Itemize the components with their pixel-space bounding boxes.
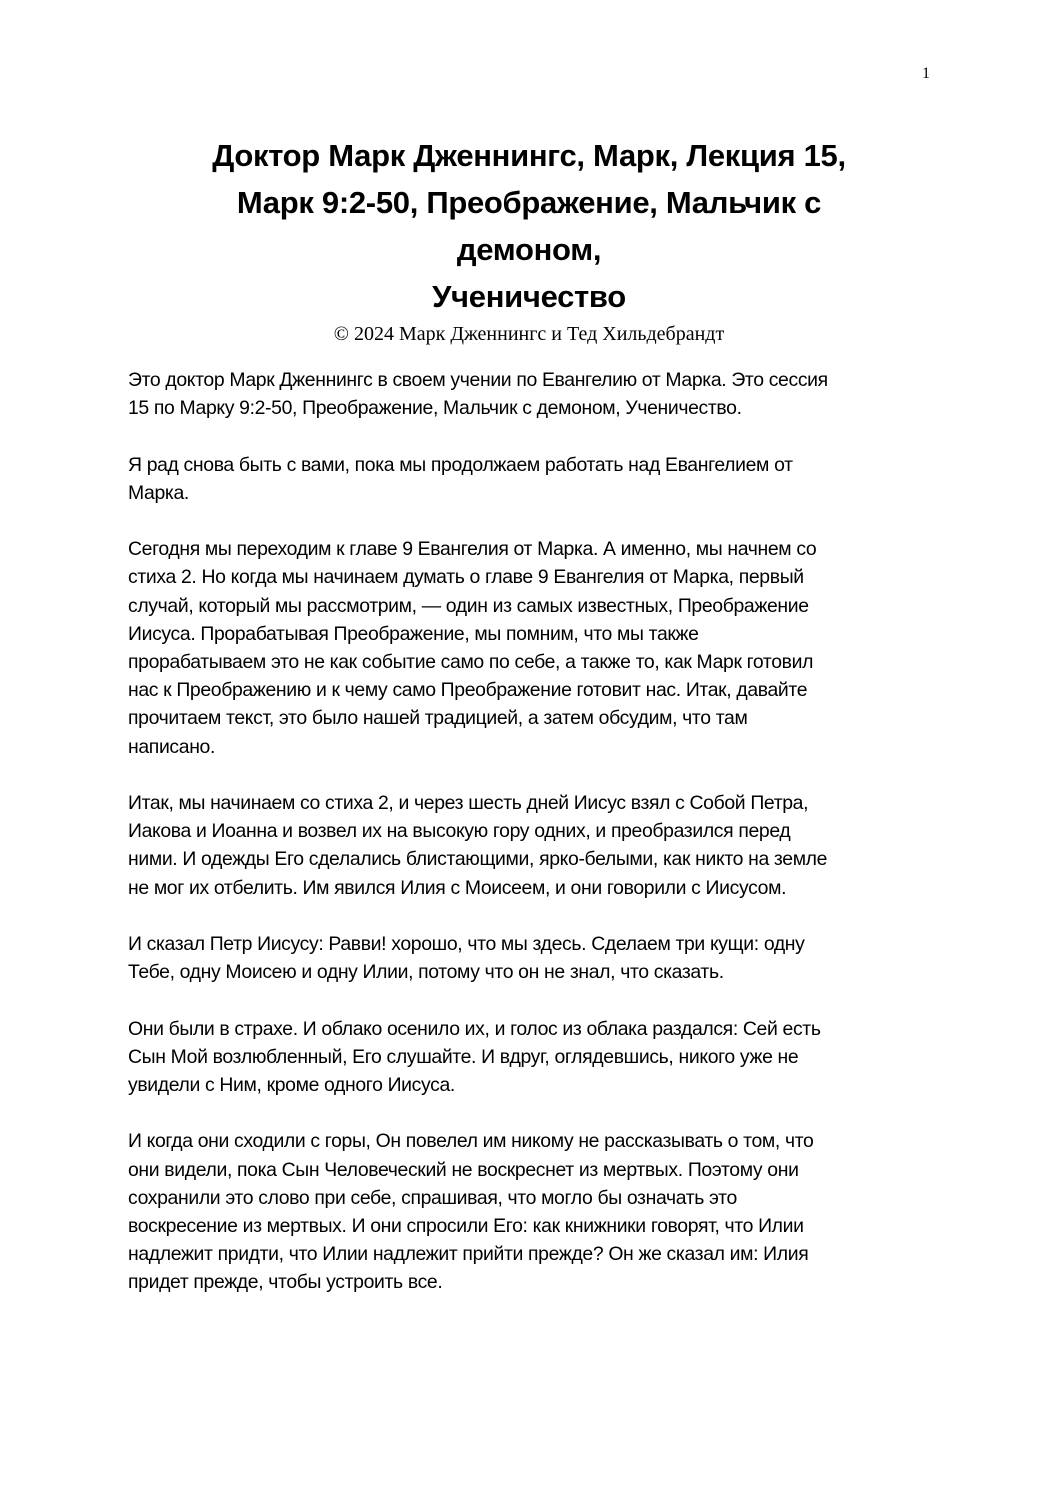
text-line: прочитаем текст, это было нашей традицией, а затем обсудим, что там <box>128 707 748 730</box>
text-line: воскресение из мертвых. И они спросили Его: как книжники говорят, что Илии <box>128 1215 804 1237</box>
paragraph-scripture-2 <box>128 930 948 986</box>
paragraph-scripture-4 <box>128 1127 948 1296</box>
text-line: надлежит придти, что Илии надлежит прийти прежде? Он же сказал им: Илия <box>128 1243 809 1266</box>
text-line: Сегодня мы переходим к главе 9 Евангелия от Марка. А именно, мы начнем со <box>128 538 817 561</box>
text-line: Сын Мой возлюбленный, Его слушайте. И вдруг, оглядевшись, никого уже не <box>128 1045 799 1068</box>
text-line: И когда они сходили с горы, Он повелел им никому не рассказывать о том, что <box>128 1130 814 1153</box>
title-line: демоном, <box>456 232 602 267</box>
paragraph-greeting <box>128 451 948 507</box>
text-line: увидели с Ним, кроме одного Иисуса. <box>128 1074 455 1096</box>
text-line: И сказал Петр Иисусу: Равви! хорошо, что мы здесь. Сделаем три кущи: одну <box>128 933 805 955</box>
page-number: 1 <box>922 65 930 82</box>
text-line: не мог их отбелить. Им явился Илия с Моисеем, и они говорили с Иисусом. <box>128 876 787 899</box>
body-text <box>128 366 948 1325</box>
text-line: Я рад снова быть с вами, пока мы продолжаем работать над Евангелием от <box>128 453 793 476</box>
text-line: нас к Преображению и к чему само Преображение готовит нас. Итак, давайте <box>128 679 808 702</box>
text-line: случай, который мы рассмотрим, — один из самых известных, Преображение <box>128 594 809 617</box>
text-line: Иисуса. Прорабатывая Преображение, мы помним, что мы также <box>128 622 699 645</box>
text-line: прорабатываем это не как событие само по себе, а также то, как Марк готовил <box>128 651 814 673</box>
text-line: Это доктор Марк Дженнингс в своем учении по Евангелию от Марка. Это сессия <box>128 369 828 391</box>
text-line: Они были в страхе. И облако осенило их, и голос из облака раздался: Сей есть <box>128 1017 821 1040</box>
paragraph-scripture-3 <box>128 1015 948 1100</box>
title-line: Доктор Марк Дженнингс, Марк, Лекция 15, <box>212 138 846 173</box>
paragraph-intro <box>128 366 948 422</box>
paragraph-overview <box>128 535 948 761</box>
copyright-line: © 2024 Марк Дженнингс и Тед Хильдебрандт <box>333 323 725 345</box>
document-title <box>100 132 958 320</box>
title-block <box>100 132 958 347</box>
text-line: ними. И одежды Его сделались блистающими, ярко-белыми, как никто на земле <box>128 848 828 871</box>
text-line: стиха 2. Но когда мы начинаем думать о главе 9 Евангелия от Марка, первый <box>128 566 804 589</box>
text-line: Итак, мы начинаем со стиха 2, и через шесть дней Иисус взял с Собой Петра, <box>128 792 809 814</box>
text-line: Марка. <box>128 481 189 504</box>
text-line: Тебе, одну Моисею и одну Илии, потому что он не знал, что сказать. <box>128 961 724 984</box>
title-line: Ученичество <box>432 279 626 314</box>
text-line: сохранили это слово при себе, спрашивая, что могло бы означать это <box>128 1186 737 1209</box>
title-line: Марк 9:2-50, Преображение, Мальчик с <box>236 185 822 220</box>
text-line: Иакова и Иоанна и возвел их на высокую гору одних, и преобразился перед <box>128 820 791 843</box>
text-line: написано. <box>128 735 216 758</box>
paragraph-scripture-1 <box>128 789 948 902</box>
text-line: они видели, пока Сын Человеческий не воскреснет из мертвых. Поэтому они <box>128 1158 799 1181</box>
text-line: 15 по Марку 9:2-50, Преображение, Мальчик с демоном, Ученичество. <box>128 397 742 420</box>
text-line: придет прежде, чтобы устроить все. <box>128 1271 443 1294</box>
